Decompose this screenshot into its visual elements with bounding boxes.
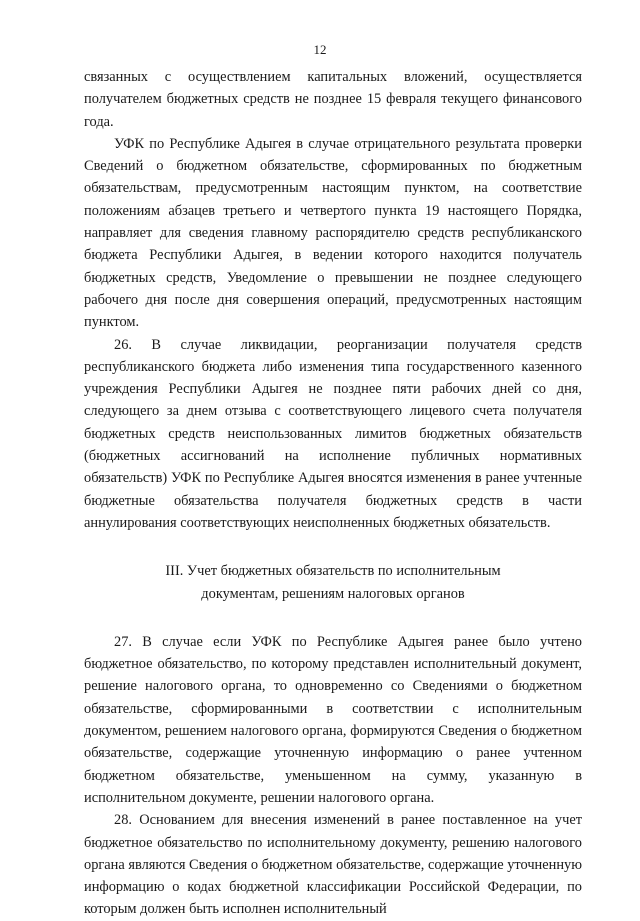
paragraph-28: 28. Основанием для внесения изменений в ранее поставленное на учет бюджетное обязательство по исполнительному документу, решению налогового органа являются Сведения о бюджетном обязательстве, содержащие уточненную информацию о кодах бюджетной классификации Российской Федерации, по которым должен быть исполнен исполнительный	[84, 812, 582, 918]
page-number: 12	[313, 42, 327, 57]
section-title	[84, 560, 582, 605]
document-body	[84, 66, 582, 921]
section-title-line-2: документам, решениям налоговых органов	[201, 585, 465, 602]
paragraph-27: 27. В случае если УФК по Республике Адыгея ранее было учтено бюджетное обязательство, по которому представлен исполнительный документ, решение налогового органа, то одновременно со Сведениями о бюджетном обязательстве, сформированными в соответствии с исполнительным документом, решением налогового органа, формируются Сведения о бюджетном обязательстве, содержащие уточненную информацию о ранее учтенном бюджетном обязательстве, уменьшенном на сумму, указанную в исполнительном документе, решении налогового органа.	[84, 633, 582, 806]
paragraph-26: 26. В случае ликвидации, реорганизации получателя средств республиканского бюджета либо изменения типа государственного казенного учреждения Республики Адыгея не позднее пяти рабочих дней со дня, следующего за днем отзыва с соответствующего лицевого счета получателя бюджетных средств неиспользованных лимитов бюджетных обязательств (бюджетных ассигнований на исполнение публичных нормативных обязательств) УФК по Республике Адыгея вносятся изменения в ранее учтенные бюджетные обязательства получателя бюджетных средств в части аннулирования соответствующих неисполненных бюджетных обязательств.	[84, 336, 582, 531]
paragraph-ufk-notice: УФК по Республике Адыгея в случае отрицательного результата проверки Сведений о бюджетном обязательстве, сформированных по бюджетным обязательствам, предусмотренным настоящим пунктом, на соответствие положениям абзацев третьего и четвертого пункта 19 настоящего Порядка, направляет для сведения главному распорядителю средств республиканского бюджета Республики Адыгея, в ведении которого находится получатель бюджетных средств, Уведомление о превышении не позднее следующего рабочего дня после дня совершения операций, предусмотренных настоящим пунктом.	[84, 135, 582, 331]
paragraph-continuation: связанных с осуществлением капитальных вложений, осуществляется получателем бюджетных средств не позднее 15 февраля текущего финансового года.	[84, 69, 582, 130]
section-title-line-1: III. Учет бюджетных обязательств по исполнительным	[165, 563, 501, 580]
